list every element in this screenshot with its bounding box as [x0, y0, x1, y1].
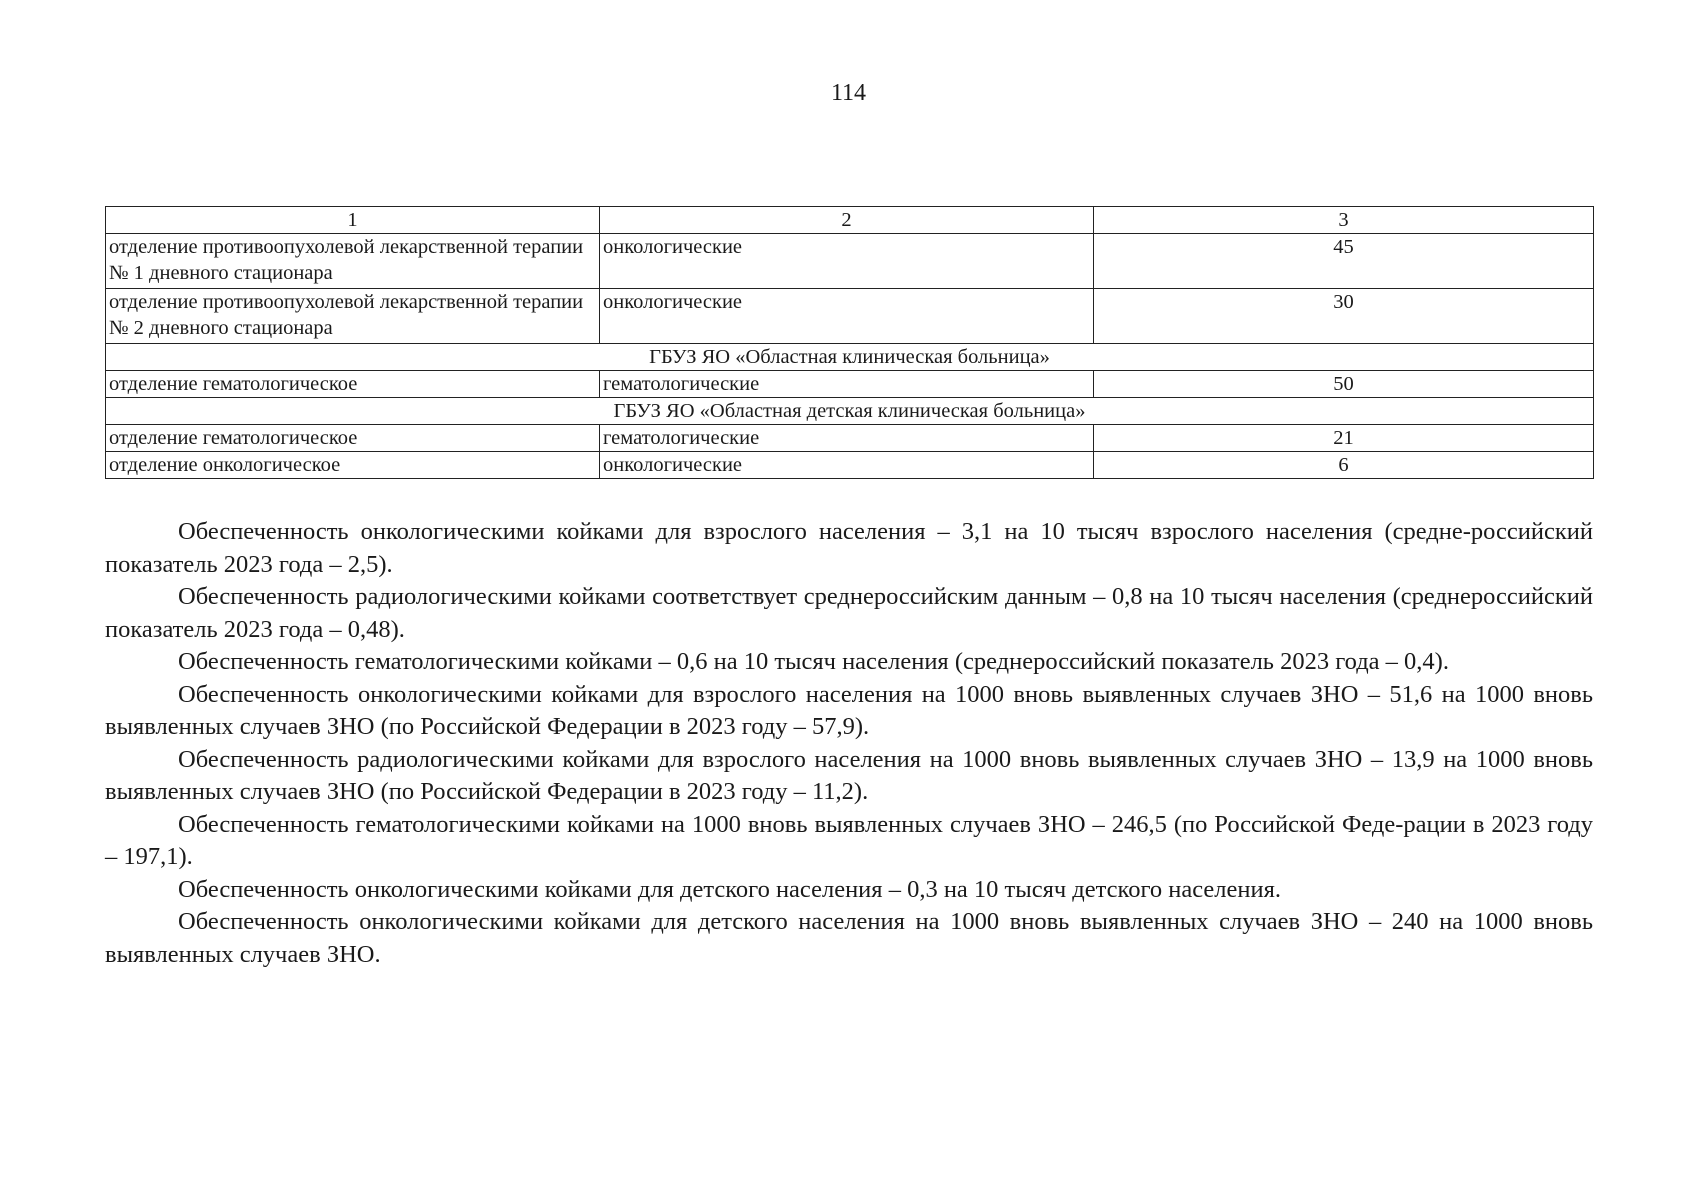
paragraph: Обеспеченность онкологическими койками для детского населения – 0,3 на 10 тысяч детского населения. — [178, 875, 1282, 903]
section-row — [106, 398, 1594, 425]
bed-count-cell: 6 — [1094, 452, 1594, 479]
institution-title: ГБУЗ ЯО «Областная клиническая больница» — [106, 344, 1594, 371]
table-row — [106, 371, 1594, 398]
body-text — [105, 516, 1593, 971]
table-row — [106, 425, 1594, 452]
bed-capacity-table — [105, 206, 1594, 479]
table-row — [106, 452, 1594, 479]
department-cell: отделение противоопухолевой лекарственной терапии № 1 дневного стационара — [106, 234, 600, 289]
column-number-3: 3 — [1094, 207, 1594, 234]
bed-profile-cell: онкологические — [600, 234, 1094, 289]
paragraph: Обеспеченность онкологическими койками для детского населения на 1000 вновь выявленных случаев ЗНО – 240 на 1000 вновь выявленных случаев ЗНО. — [105, 908, 1593, 968]
department-cell: отделение онкологическое — [106, 452, 600, 479]
paragraph: Обеспеченность гематологическими койками на 1000 вновь выявленных случаев ЗНО – 246,5 (по Российской Феде-рации в 2023 году – 197,1). — [105, 810, 1593, 870]
table-row — [106, 289, 1594, 344]
bed-profile-cell: онкологические — [600, 289, 1094, 344]
bed-count-cell: 21 — [1094, 425, 1594, 452]
paragraph: Обеспеченность гематологическими койками – 0,6 на 10 тысяч населения (среднероссийский показатель 2023 года – 0,4). — [178, 648, 1449, 675]
bed-count-cell: 50 — [1094, 371, 1594, 398]
institution-title: ГБУЗ ЯО «Областная детская клиническая больница» — [106, 398, 1594, 425]
department-cell: отделение противоопухолевой лекарственной терапии № 2 дневного стационара — [106, 289, 600, 344]
paragraph: Обеспеченность радиологическими койками соответствует среднероссийским данным – 0,8 на 10 тысяч населения (среднероссийский показатель 2023 года – 0,48). — [105, 583, 1593, 643]
bed-count-cell: 45 — [1094, 234, 1594, 289]
paragraph: Обеспеченность онкологическими койками для взрослого населения – 3,1 на 10 тысяч взрослого населения (средне-российский показатель 2023 года – 2,5). — [105, 518, 1593, 578]
paragraph: Обеспеченность радиологическими койками для взрослого населения на 1000 вновь выявленных случаев ЗНО – 13,9 на 1000 вновь выявленных случаев ЗНО (по Российской Федерации в 2023 году – 11,2). — [105, 745, 1593, 805]
bed-profile-cell: гематологические — [600, 371, 1094, 398]
section-row — [106, 344, 1594, 371]
department-cell: отделение гематологическое — [106, 425, 600, 452]
table-header-row — [106, 207, 1594, 234]
table-row — [106, 234, 1594, 289]
paragraph: Обеспеченность онкологическими койками для взрослого населения на 1000 вновь выявленных случаев ЗНО – 51,6 на 1000 вновь выявленных случаев ЗНО (по Российской Федерации в 2023 году – 57,9). — [105, 680, 1593, 740]
bed-profile-cell: гематологические — [600, 425, 1094, 452]
department-cell: отделение гематологическое — [106, 371, 600, 398]
bed-profile-cell: онкологические — [600, 452, 1094, 479]
bed-count-cell: 30 — [1094, 289, 1594, 344]
column-number-2: 2 — [600, 207, 1094, 234]
column-number-1: 1 — [106, 207, 600, 234]
page-number: 114 — [830, 80, 867, 106]
